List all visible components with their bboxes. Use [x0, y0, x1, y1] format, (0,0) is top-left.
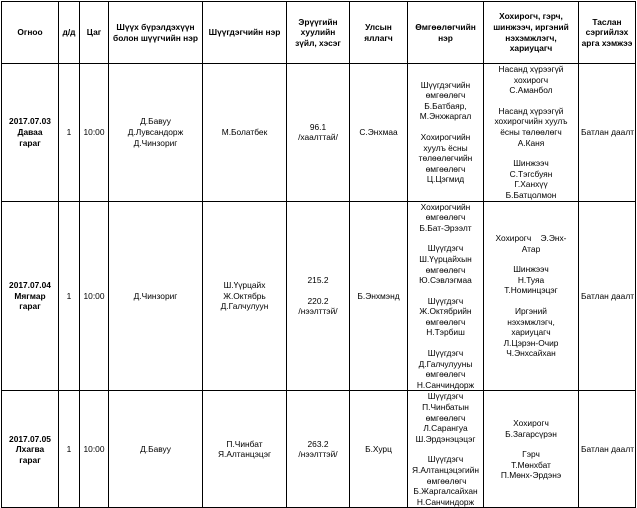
date-cell: 2017.07.05 Лхагва гараг	[2, 391, 59, 508]
header-prosecutor: Улсын яллагч	[350, 2, 408, 64]
header-date: Огноо	[2, 2, 59, 64]
reason-cell: Батлан даалт	[579, 64, 636, 202]
number-cell: 1	[59, 64, 80, 202]
header-defendant: Шүүгдэгчийн нэр	[203, 2, 287, 64]
reason-cell: Батлан даалт	[579, 201, 636, 391]
defense-cell: Шүүгдэгчийн өмгөөлөгч Б.Батбаяр, М.Энхжаргал Хохирогчийн хуулъ ёсны төлөөлөгчийн өмгөөлөгч Ц.Цэгмид	[408, 64, 484, 202]
prosecutor-cell: С.Энхмаа	[350, 64, 408, 202]
header-defense: Өмгөөлөгчийн нэр	[408, 2, 484, 64]
header-judges: Шүүх бүрэлдэхүүн болон шүүгчийн нэр	[109, 2, 203, 64]
prosecutor-cell: Б.Хурц	[350, 391, 408, 508]
date-cell: 2017.07.03 Даваа гараг	[2, 64, 59, 202]
article-cell: 96.1 /хаалттай/	[287, 64, 350, 202]
defense-cell: Хохирогчийн өмгөөлөгч Б.Бат-Эрээлт Шүүгдэгч Ш.Үүрцайхын өмгөөлөгч Ю.Сэвлэгмаа Шүүгдэгч Ж.Октябрийн өмгөөлөгч Н.Тэрбиш Шүүгдэгч Д.Галчулууны өмгөөлөгч Н.Санчиндорж	[408, 201, 484, 391]
header-victims: Хохирогч, гэрч, шинжээч, иргэний нэхэмжлэгч, хариуцагч	[484, 2, 579, 64]
victims-cell: Хохирогч Б.Загарсүрэн Гэрч Т.Мөнхбат П.Мөнх-Эрдэнэ	[484, 391, 579, 508]
defendant-cell: П.Чинбат Я.Алтанцэцэг	[203, 391, 287, 508]
number-cell: 1	[59, 201, 80, 391]
number-cell: 1	[59, 391, 80, 508]
article-cell: 215.2 220.2 /нээлттэй/	[287, 201, 350, 391]
victims-cell: Насанд хүрээгүй хохирогч С.Аманбол Насанд хүрээгүй хохирогчийн хуулъ ёсны төлөөлөгч А.Каня Шинжээч С.Тэгсбуян Г.Ханхүү Б.Батцолмон	[484, 64, 579, 202]
reason-cell: Батлан даалт	[579, 391, 636, 508]
time-cell: 10:00	[80, 201, 109, 391]
time-cell: 10:00	[80, 391, 109, 508]
header-article: Эрүүгийн хуулийн зүйл, хэсэг	[287, 2, 350, 64]
header-reason: Таслан сэргийлэх арга хэмжээ	[579, 2, 636, 64]
date-cell: 2017.07.04 Мягмар гараг	[2, 201, 59, 391]
table-row	[2, 391, 636, 508]
header-time: Цаг	[80, 2, 109, 64]
article-cell: 263.2 /нээлттэй/	[287, 391, 350, 508]
victims-cell: Хохирогч Э.Энх- Атар Шинжээч Н.Туяа Т.Номинцэцэг Иргэний нэхэмжлэгч, хариуцагч Л.Цэрэн-Очир Ч.Энхсайхан	[484, 201, 579, 391]
court-schedule-table	[1, 1, 636, 508]
defendant-cell: М.Болатбек	[203, 64, 287, 202]
judges-cell: Д.Бавуу	[109, 391, 203, 508]
header-no: д/д	[59, 2, 80, 64]
table-row	[2, 64, 636, 202]
judges-cell: Д.Чинзориг	[109, 201, 203, 391]
prosecutor-cell: Б.Энхмэнд	[350, 201, 408, 391]
defense-cell: Шүүгдэгч П.Чинбатын өмгөөлөгч Л.Сарангуа Ш.Эрдэнэцэцэг Шүүгдэгч Я.Алтанцэцэгийн өмгөөлөгч Б.Жаргалсайхан Н.Санчиндорж	[408, 391, 484, 508]
time-cell: 10:00	[80, 64, 109, 202]
table-row	[2, 201, 636, 391]
header-row	[2, 2, 636, 64]
defendant-cell: Ш.Үүрцайх Ж.Октябрь Д.Галчулуун	[203, 201, 287, 391]
judges-cell: Д.Бавуу Д.Лувсандорж Д.Чинзориг	[109, 64, 203, 202]
